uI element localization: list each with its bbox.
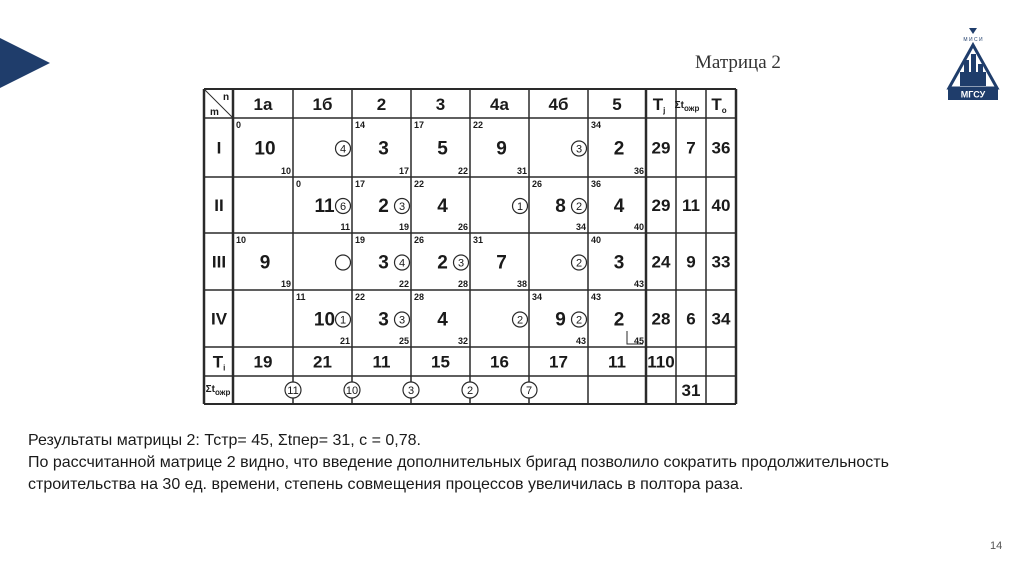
ti-value: 19 xyxy=(253,352,273,372)
cell-duration: 11 xyxy=(314,196,335,217)
cell-start-time: 26 xyxy=(532,179,543,189)
cell-start-time: 17 xyxy=(355,179,366,189)
cell-start-time: 22 xyxy=(414,179,425,189)
cell-finish-time: 25 xyxy=(398,336,409,346)
column-header: 5 xyxy=(612,95,622,114)
overlap-circle-value: 2 xyxy=(575,314,583,327)
cell-start-time: 31 xyxy=(473,235,484,245)
cell-duration: 5 xyxy=(437,138,448,160)
cell-finish-time: 28 xyxy=(457,279,468,289)
ti-value: 15 xyxy=(431,352,450,372)
row-to: 33 xyxy=(711,252,731,272)
row-label: I xyxy=(216,138,222,158)
row-sum: 6 xyxy=(686,309,696,329)
header-sum: $\Sigma t_{ожр}$ xyxy=(674,100,700,113)
row-to: 36 xyxy=(711,138,731,158)
column-header: 1а xyxy=(253,95,273,114)
cell-duration: 2 xyxy=(613,138,625,160)
cell-start-time: 17 xyxy=(414,120,425,130)
overlap-circle-value: 4 xyxy=(339,143,347,156)
overlap-circle-value: 2 xyxy=(575,257,583,270)
cell-duration: 9 xyxy=(555,309,566,331)
overlap-circle-value: 3 xyxy=(398,314,406,327)
cell-start-time: 34 xyxy=(591,120,602,130)
overlap-circle-value: 1 xyxy=(339,314,347,327)
row-tj: 28 xyxy=(651,309,671,329)
cell-start-time: 26 xyxy=(414,235,425,245)
row-label: IV xyxy=(210,309,228,329)
cell-finish-time: 31 xyxy=(516,166,527,176)
cell-duration: 9 xyxy=(259,252,271,274)
overlap-circle-value: 2 xyxy=(516,314,524,327)
cell-start-time: 10 xyxy=(236,235,247,245)
cell-finish-time: 43 xyxy=(575,336,586,346)
page-number: 14 xyxy=(990,540,1003,552)
cell-start-time: 28 xyxy=(414,292,425,302)
sum-circle-value: 11 xyxy=(287,385,299,397)
logo-abbr: МГСУ xyxy=(960,89,986,100)
header-to: Tо xyxy=(711,95,727,115)
cell-finish-time: 32 xyxy=(457,336,468,346)
cell-duration: 3 xyxy=(613,252,625,274)
cell-finish-time: 36 xyxy=(633,166,644,176)
cell-duration: 4 xyxy=(613,196,625,217)
cell-finish-time: 34 xyxy=(575,222,586,232)
overlap-circle-value: 4 xyxy=(398,257,406,270)
cell-finish-time: 43 xyxy=(633,279,644,289)
cell-duration: 9 xyxy=(496,138,507,160)
cell-start-time: 36 xyxy=(591,179,602,189)
overlap-circle-value: 2 xyxy=(575,201,583,213)
row-sum: 11 xyxy=(682,196,700,215)
cell-finish-time: 19 xyxy=(280,279,291,289)
cell-duration: 4 xyxy=(437,309,448,331)
cell-duration: 7 xyxy=(496,252,507,274)
overlap-circle-value: 6 xyxy=(339,201,347,213)
cell-start-time: 43 xyxy=(591,292,602,302)
row-label: III xyxy=(211,252,227,272)
cell-start-time: 0 xyxy=(296,179,302,189)
cell-duration: 10 xyxy=(254,138,276,160)
cell-finish-time: 26 xyxy=(457,222,468,232)
cell-start-time: 14 xyxy=(355,120,366,130)
overlap-circle xyxy=(336,255,351,270)
sum-total: 31 xyxy=(681,381,701,400)
ti-value: 16 xyxy=(490,352,509,372)
summary-results-line: Результаты матрицы 2: Тстр= 45, Σtпер= 31, с = 0,78. xyxy=(28,432,421,449)
cell-duration: 3 xyxy=(378,309,389,331)
cell-duration: 2 xyxy=(378,196,389,217)
column-header: 2 xyxy=(376,95,387,114)
overlap-circle-value: 3 xyxy=(575,143,583,156)
cell-start-time: 22 xyxy=(473,120,484,130)
cell-start-time: 40 xyxy=(591,235,602,245)
row-sum: 9 xyxy=(686,252,696,272)
cell-duration: 10 xyxy=(313,309,336,331)
corner-bottom-label: m xyxy=(210,107,219,118)
ti-value: 11 xyxy=(372,352,391,372)
cell-finish-time: 45 xyxy=(633,336,644,346)
ti-row-label: Ti xyxy=(212,352,226,373)
cell-finish-time: 22 xyxy=(457,166,468,176)
column-header: 4а xyxy=(490,95,509,114)
sum-circle-value: 7 xyxy=(525,385,533,397)
cell-finish-time: 17 xyxy=(398,166,409,176)
row-tj: 24 xyxy=(651,252,671,272)
cell-duration: 3 xyxy=(378,252,389,274)
cell-finish-time: 40 xyxy=(633,222,644,232)
cell-finish-time: 21 xyxy=(339,336,350,346)
cell-finish-time: 19 xyxy=(398,222,409,232)
overlap-circle-value: 3 xyxy=(398,201,406,213)
ti-value: 17 xyxy=(549,352,568,372)
cell-finish-time: 10 xyxy=(280,166,291,176)
column-header: 4б xyxy=(548,95,569,114)
sum-circle-value: 2 xyxy=(466,385,474,397)
matrix-title: Матрица 2 xyxy=(695,52,781,73)
summary-text xyxy=(28,430,978,496)
cell-duration: 3 xyxy=(378,138,389,160)
sum-row-label: $\Sigma t_{ожр}$ xyxy=(205,384,231,397)
row-tj: 29 xyxy=(651,196,671,215)
header-tj: Tj xyxy=(652,95,666,115)
cell-duration: 8 xyxy=(555,196,566,217)
row-to: 40 xyxy=(711,196,731,215)
ti-total: 110 xyxy=(647,352,675,372)
cell-start-time: 11 xyxy=(296,292,306,302)
row-tj: 29 xyxy=(651,138,671,158)
column-header: 3 xyxy=(435,95,446,114)
cell-start-time: 0 xyxy=(236,120,242,130)
corner-top-label: n xyxy=(222,92,230,103)
cell-finish-time: 11 xyxy=(340,222,350,232)
sum-circle-value: 3 xyxy=(407,385,415,397)
cell-start-time: 19 xyxy=(355,235,366,245)
cell-duration: 2 xyxy=(613,309,625,331)
logo-letters: М И С И xyxy=(963,37,983,43)
sum-circle-value: 10 xyxy=(345,385,359,397)
overlap-circle-value: 1 xyxy=(516,201,524,213)
cell-duration: 4 xyxy=(437,196,448,217)
cell-start-time: 34 xyxy=(532,292,543,302)
row-label: II xyxy=(214,196,224,215)
cell-start-time: 22 xyxy=(355,292,366,302)
summary-conclusion: По рассчитанной матрице 2 видно, что введение дополнительных бригад позволило сократить продолжительность строительства на 30 ед. времени, степень совмещения процессов увеличилась в полтора раза. xyxy=(28,454,889,493)
ti-value: 21 xyxy=(313,352,332,372)
cell-finish-time: 22 xyxy=(398,279,409,289)
column-header: 1б xyxy=(312,95,333,114)
cell-duration: 2 xyxy=(437,252,448,274)
row-to: 34 xyxy=(711,309,731,329)
overlap-circle-value: 3 xyxy=(457,257,465,270)
ti-value: 11 xyxy=(608,352,626,372)
row-sum: 7 xyxy=(686,138,696,158)
cell-finish-time: 38 xyxy=(516,279,527,289)
